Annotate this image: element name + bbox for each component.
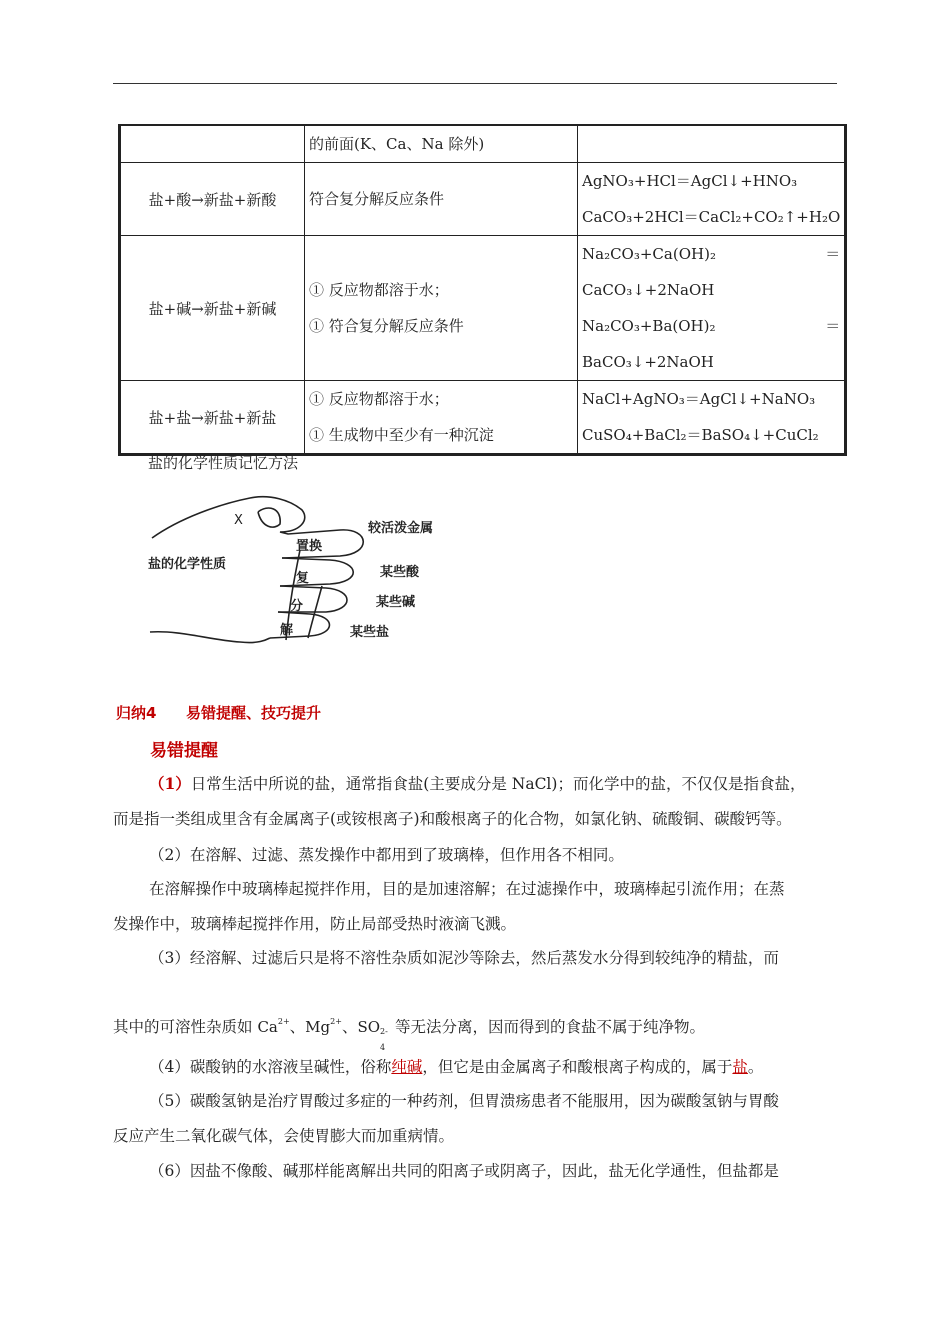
label-base: 某些碱 <box>376 595 416 610</box>
table-cell <box>120 125 305 163</box>
label-salt: 某些盐 <box>350 625 390 640</box>
table-cell: Na₂CO₃+Ca(OH)₂ ＝ CaCO₃↓+2NaOH Na₂CO₃+Ba(OH)₂ ＝ BaCO₃↓+2NaOH <box>578 236 846 381</box>
paragraph-4b: 其中的可溶性杂质如 $Ca^{2+}$、$Mg^{2+}$、SO 2- 4 等无法分离，因而得到的食盐不属于纯净物。 <box>113 1017 705 1052</box>
finger-4 <box>270 612 330 638</box>
paragraph-6: （5）碳酸氢钠是治疗胃酸过多症的一种药剂，但胃溃疡患者不能服用，因为碳酸氢钠与胃酸 反应产生二氧化碳气体，会使胃膨大而加重病情。 <box>113 1092 779 1145</box>
subsection-title: 易错提醒 <box>150 741 218 761</box>
table-cell: ① 反应物都溶于水； ① 符合复分解反应条件 <box>305 236 578 381</box>
table-cell: 盐+酸→新盐+新酸 <box>120 163 305 236</box>
table-cell: 的前面(K、Ca、Na 除外) <box>305 125 578 163</box>
paragraph-4a: （3）经溶解、过滤后只是将不溶性杂质如泥沙等除去，然后蒸发水分得到较纯净的精盐，而 <box>149 949 779 967</box>
label-acid: 某些酸 <box>380 565 420 580</box>
table-cell: ① 反应物都溶于水； ① 生成物中至少有一种沉淀 <box>305 381 578 455</box>
label-main: 盐的化学性质 <box>148 557 227 572</box>
paragraph-3: 在溶解操作中玻璃棒起搅拌作用，目的是加速溶解；在过滤操作中，玻璃棒起引流作用；在蒸 发操作中，玻璃棒起搅拌作用，防止局部受热时液滴飞溅。 <box>113 880 785 933</box>
section-title: 归纳4 易错提醒、技巧提升 <box>116 704 322 722</box>
header-rule <box>113 83 837 84</box>
label-zhihuan: 置换 <box>296 539 323 554</box>
paragraph-1: （1）日常生活中所说的盐，通常指食盐(主要成分是 NaCl)；而化学中的盐，不仅仅是指食盐， 而是指一类组成里含有金属离子(或铵根离子)和酸根离子的化合物，如氯化钠、硫酸铜、碳酸钙等。 <box>113 774 806 828</box>
label-jie: 解 <box>280 623 294 638</box>
thumb-nail <box>258 508 280 527</box>
paragraph-5: （4）碳酸钠的水溶液呈碱性，俗称纯碱，但它是由金属离子和酸根离子构成的，属于盐。 <box>149 1058 764 1076</box>
table-cell: 符合复分解反应条件 <box>305 163 578 236</box>
table-row <box>120 125 846 163</box>
table-cell: AgNO₃+HCl＝AgCl↓+HNO₃ CaCO₃+2HCl＝CaCl₂+CO₂↑+H₂O <box>578 163 846 236</box>
table-row <box>120 381 846 455</box>
salt-reaction-table <box>118 124 847 456</box>
table-row <box>120 163 846 236</box>
finger-2 <box>280 558 353 586</box>
table-cell <box>578 125 846 163</box>
x-mark: X <box>234 513 243 528</box>
paragraph-2: （2）在溶解、过滤、蒸发操作中都用到了玻璃棒，但作用各不相同。 <box>149 846 624 864</box>
label-metal: 较活泼金属 <box>368 521 434 536</box>
finger-3 <box>278 586 347 612</box>
label-fen: 分 <box>290 599 304 614</box>
diagram-caption: 盐的化学性质记忆方法 <box>148 454 299 472</box>
palm-edge <box>150 632 270 643</box>
hand-outline <box>152 497 363 558</box>
table-cell: NaCl+AgNO₃＝AgCl↓+NaNO₃ CuSO₄+BaCl₂＝BaSO₄↓+CuCl₂ <box>578 381 846 455</box>
label-fu: 复 <box>296 571 310 586</box>
table-cell: 盐+碱→新盐+新碱 <box>120 236 305 381</box>
hand-mnemonic-diagram <box>140 490 460 650</box>
paragraph-7: （6）因盐不像酸、碱那样能离解出共同的阳离子或阴离子，因此，盐无化学通性，但盐都是 <box>149 1162 779 1180</box>
table-row <box>120 236 846 381</box>
table-cell: 盐+盐→新盐+新盐 <box>120 381 305 455</box>
